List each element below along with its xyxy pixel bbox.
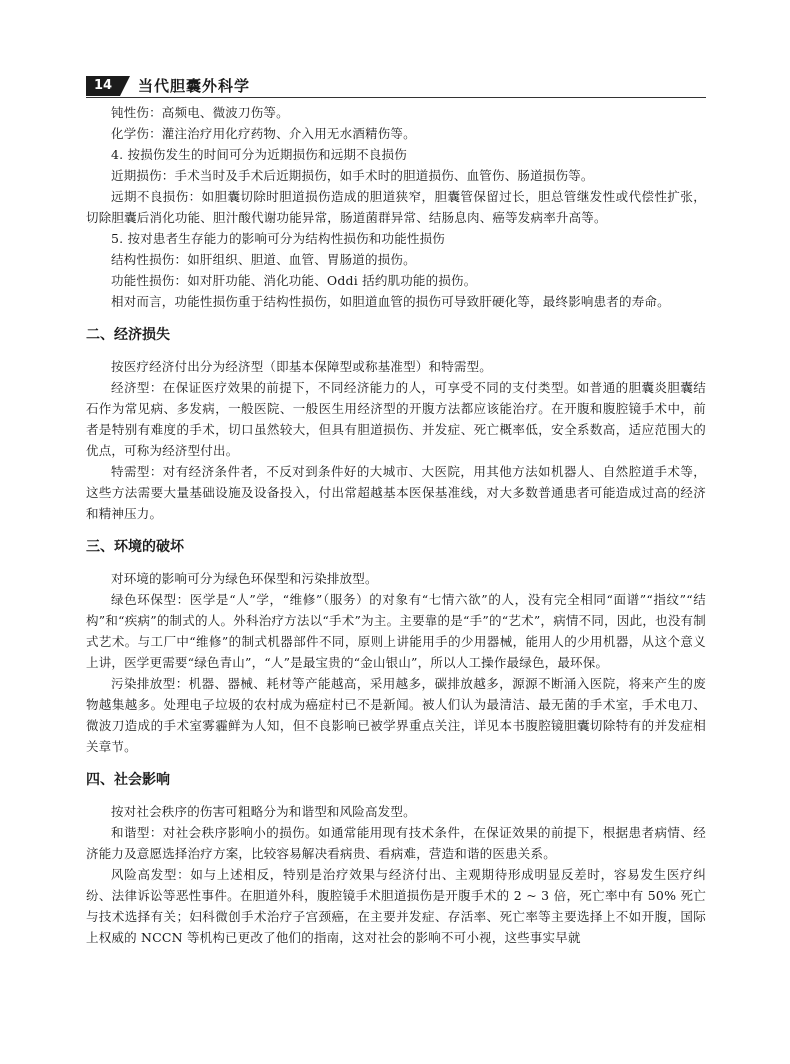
header-rule	[86, 97, 706, 98]
paragraph: 经济型：在保证医疗效果的前提下，不同经济能力的人，可享受不同的支付类型。如普通的胆囊炎胆囊结石作为常见病、多发病，一般医院、一般医生用经济型的开腹方法都应该能治疗。在开腹和腹腔镜手术中，前者是特别有难度的手术，切口虽然较大，但具有胆道损伤、并发症、死亡概率低，安全系数高，适应范围大的优点，可称为经济型付出。	[86, 380, 706, 458]
paragraph: 近期损伤：手术当时及手术后近期损伤，如手术时的胆道损伤、血管伤、肠道损伤等。	[111, 168, 594, 183]
paragraph: 钝性伤：高频电、微波刀伤等。	[111, 105, 289, 120]
paragraph: 和谐型：对社会秩序影响小的损伤。如通常能用现有技术条件，在保证效果的前提下，根据患者病情、经济能力及意愿选择治疗方案，比较容易解决看病贵、看病难，营造和谐的医患关系。	[86, 825, 706, 861]
paragraph: 5. 按对患者生存能力的影响可分为结构性损伤和功能性损伤	[111, 231, 446, 246]
paragraph: 化学伤：灌注治疗用化疗药物、介入用无水酒精伤等。	[111, 126, 416, 141]
paragraph: 风险高发型：如与上述相反，特别是治疗效果与经济付出、主观期待形成明显反差时，容易发生医疗纠纷、法律诉讼等恶性事件。在胆道外科，腹腔镜手术胆道损伤是开腹手术的 2 ~ 3 倍，死亡率中有 50% 死亡与技术选择有关；妇科微创手术治疗子宫颈癌，在主要并发症、存活率、死亡率等主要选择上不如开腹，国际上权威的 NCCN 等机构已更改了他们的指南，这对社会的影响不可小视，这些事实早就	[86, 867, 706, 945]
page-number-notch	[120, 76, 130, 96]
paragraph: 相对而言，功能性损伤重于结构性损伤，如胆道血管的损伤可导致肝硬化等，最终影响患者的寿命。	[111, 294, 670, 309]
page-number: 14	[86, 76, 120, 96]
running-header	[86, 76, 706, 98]
paragraph: 特需型：对有经济条件者，不反对到条件好的大城市、大医院，用其他方法如机器人、自然腔道手术等，这些方法需要大量基础设施及设备投入，付出常超越基本医保基准线，对大多数普通患者可能造成过高的经济和精神压力。	[86, 464, 706, 521]
section-heading: 四、社会影响	[86, 772, 170, 788]
paragraph: 对环境的影响可分为绿色环保型和污染排放型。	[111, 571, 378, 586]
paragraph: 结构性损伤：如肝组织、胆道、血管、胃肠道的损伤。	[111, 252, 416, 267]
section-heading: 二、经济损失	[86, 327, 170, 343]
paragraph: 4. 按损伤发生的时间可分为近期损伤和远期不良损伤	[111, 147, 407, 162]
paragraph: 功能性损伤：如对肝功能、消化功能、Oddi 括约肌功能的损伤。	[111, 273, 477, 288]
section-heading: 三、环境的破坏	[86, 539, 184, 555]
paragraph: 按医疗经济付出分为经济型（即基本保障型或称基准型）和特需型。	[111, 359, 493, 374]
paragraph: 污染排放型：机器、器械、耗材等产能越高，采用越多，碳排放越多，源源不断涌入医院，将来产生的废物越集越多。处理电子垃圾的农村成为癌症村已不是新闻。被人们认为最清洁、最无菌的手术室，手术电刀、微波刀造成的手术室雾霾鲜为人知，但不良影响已被学界重点关注，详见本书腹腔镜胆囊切除特有的并发症相关章节。	[86, 676, 706, 754]
paragraph: 绿色环保型：医学是“人”学，“维修”（服务）的对象有“七情六欲”的人，没有完全相同“面谱”“指纹”“结构”和“疾病”的制式的人。外科治疗方法以“手术”为主。主要靠的是“手”的“艺术”，病情不同，因此，也没有制式艺术。与工厂中“维修”的制式机器部件不同，原则上讲能用手的少用器械，能用人的少用机器，从这个意义上讲，医学更需要“绿色青山”，“人”是最宝贵的“金山银山”，所以人工操作最绿色，最环保。	[86, 592, 706, 670]
paragraph: 远期不良损伤：如胆囊切除时胆道损伤造成的胆道狭窄，胆囊管保留过长，胆总管继发性或代偿性扩张，切除胆囊后消化功能、胆汁酸代谢功能异常，肠道菌群异常、结肠息肉、癌等发病率升高等。	[86, 189, 706, 225]
paragraph: 按对社会秩序的伤害可粗略分为和谐型和风险高发型。	[111, 804, 416, 819]
book-title: 当代胆囊外科学	[138, 77, 251, 95]
body-text	[86, 102, 706, 948]
